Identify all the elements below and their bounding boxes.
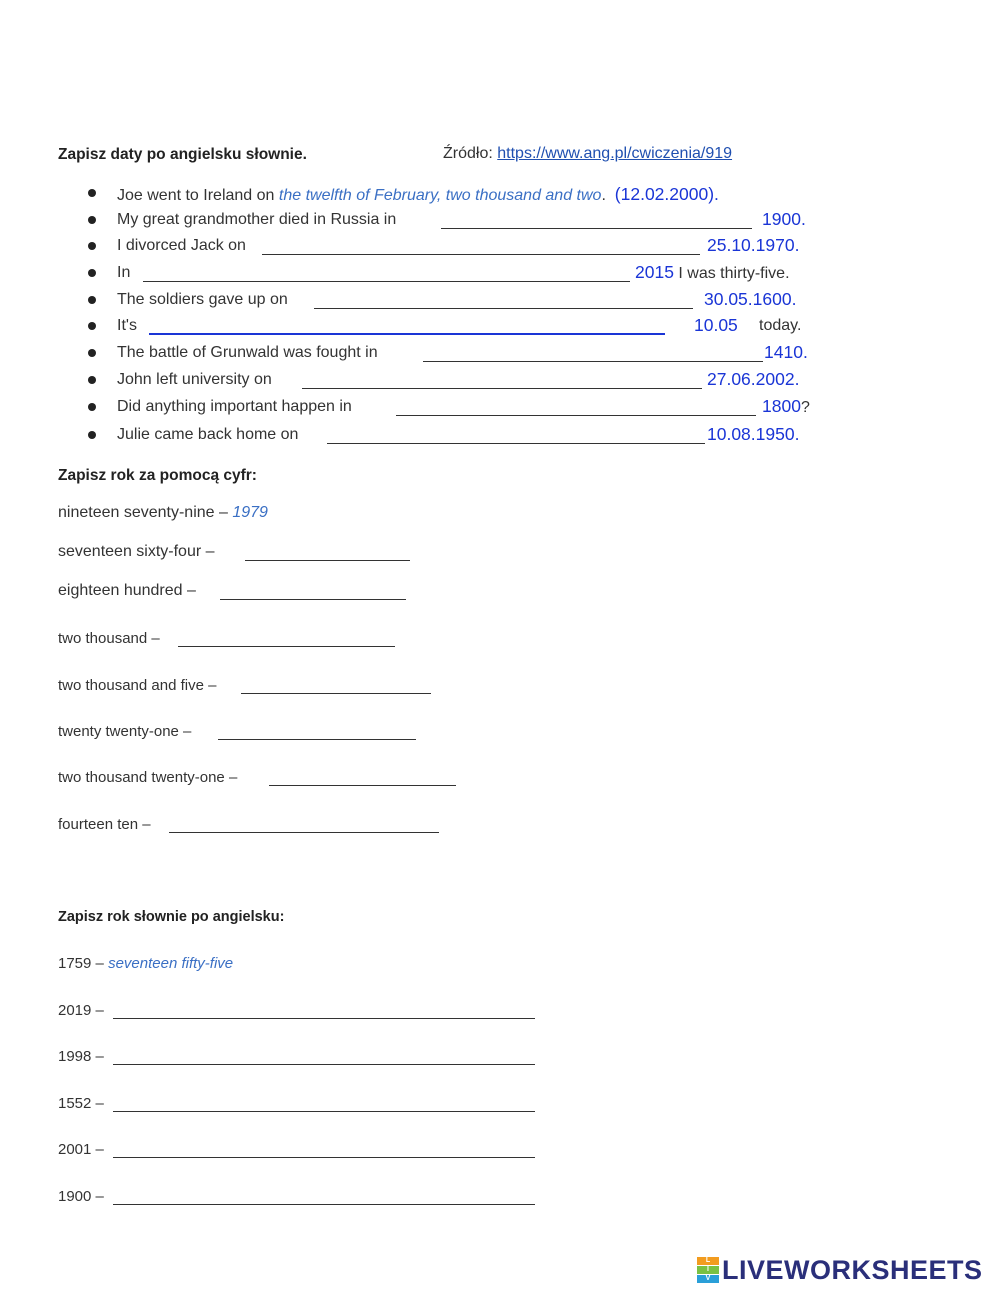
- list-item: fourteen ten –: [58, 816, 151, 833]
- answer-blank[interactable]: [396, 403, 756, 416]
- answer-blank[interactable]: [441, 216, 752, 229]
- list-item: Julie came back home on: [117, 426, 299, 443]
- bullet-icon: [88, 216, 96, 224]
- answer-blank[interactable]: [269, 773, 456, 786]
- answer-value: 30.05.1600: [704, 289, 792, 309]
- source-line: [443, 145, 732, 163]
- bullet-icon: [88, 403, 96, 411]
- list-item: The battle of Grunwald was fought in: [117, 344, 378, 361]
- list-item: Joe went to Ireland on the twelfth of February, two thousand and two. (12.02.2000).: [117, 184, 719, 204]
- answer-value: 2015: [635, 262, 674, 282]
- answer-blank[interactable]: [113, 1145, 535, 1158]
- answer-blank[interactable]: [245, 548, 410, 561]
- example-answer: seventeen fifty-five: [108, 955, 234, 972]
- bullet-icon: [88, 322, 96, 330]
- example-answer: 1979: [232, 504, 268, 521]
- answer-blank[interactable]: [241, 681, 431, 694]
- answer-blank[interactable]: [113, 1006, 535, 1019]
- bullet-icon: [88, 376, 96, 384]
- answer-blank[interactable]: [178, 634, 395, 647]
- list-item: two thousand twenty-one –: [58, 769, 238, 786]
- answer-value: 10.05: [694, 315, 738, 335]
- answer-blank[interactable]: [220, 587, 406, 600]
- section3-title: Zapisz rok słownie po angielsku:: [58, 909, 285, 925]
- list-item: two thousand –: [58, 630, 160, 647]
- bullet-icon: [88, 349, 96, 357]
- bullet-icon: [88, 269, 96, 277]
- answer-value: 25.10.1970: [707, 235, 795, 255]
- logo-mark-icon: L I V: [697, 1257, 719, 1283]
- answer-blank[interactable]: [423, 349, 763, 362]
- answer-blank[interactable]: [113, 1099, 535, 1112]
- list-item: twenty twenty-one –: [58, 723, 192, 740]
- bullet-icon: [88, 242, 96, 250]
- list-item: In: [117, 264, 131, 281]
- source-label: Źródło:: [443, 145, 493, 162]
- answer-blank[interactable]: [113, 1192, 535, 1205]
- list-item: John left university on: [117, 371, 272, 388]
- list-item: 2019 –: [58, 1002, 104, 1019]
- answer-blank[interactable]: [262, 242, 700, 255]
- section1-title: Zapisz daty po angielsku słownie.: [58, 146, 307, 163]
- answer-value: 1800: [762, 396, 801, 416]
- list-item: Did anything important happen in: [117, 398, 352, 415]
- answer-blank[interactable]: [314, 296, 693, 309]
- list-item: 1900 –: [58, 1188, 104, 1205]
- answer-blank[interactable]: [149, 321, 665, 335]
- answer-value: 27.06.2002: [707, 369, 795, 389]
- list-item: eighteen hundred –: [58, 582, 196, 599]
- liveworksheets-logo[interactable]: [697, 1255, 983, 1285]
- bullet-icon: [88, 296, 96, 304]
- answer-blank[interactable]: [113, 1052, 535, 1065]
- list-item: My great grandmother died in Russia in: [117, 211, 397, 228]
- logo-text: LIVEWORKSHEETS: [722, 1254, 983, 1285]
- answer-blank[interactable]: [327, 431, 705, 444]
- list-item: two thousand and five –: [58, 677, 217, 694]
- list-item: 1552 –: [58, 1095, 104, 1112]
- list-item: I divorced Jack on: [117, 237, 246, 254]
- answer-value: 1410: [764, 342, 803, 362]
- answer-blank[interactable]: [143, 269, 630, 282]
- answer-value: 12.02.2000).: [620, 184, 719, 204]
- list-item: seventeen sixty-four –: [58, 543, 215, 560]
- list-item: It's: [117, 317, 137, 334]
- list-item: 2001 –: [58, 1141, 104, 1158]
- list-item: 1998 –: [58, 1048, 104, 1065]
- answer-value: 1900: [762, 209, 801, 229]
- section2-title: Zapisz rok za pomocą cyfr:: [58, 467, 257, 484]
- example-row: nineteen seventy-nine – 1979: [58, 504, 268, 521]
- answer-blank[interactable]: [218, 727, 416, 740]
- bullet-icon: [88, 189, 96, 197]
- example-answer: the twelfth of February, two thousand and two: [278, 187, 602, 204]
- example-row: 1759 – seventeen fifty-five: [58, 955, 234, 972]
- answer-value: 10.08.1950: [707, 424, 795, 444]
- bullet-icon: [88, 431, 96, 439]
- answer-blank[interactable]: [302, 376, 702, 389]
- source-link[interactable]: https://www.ang.pl/cwiczenia/919: [497, 145, 733, 162]
- list-item: The soldiers gave up on: [117, 291, 288, 308]
- answer-blank[interactable]: [169, 820, 439, 833]
